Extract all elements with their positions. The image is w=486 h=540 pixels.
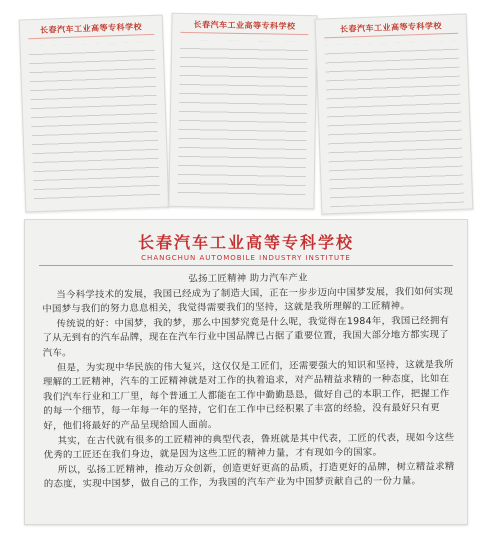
essay-paragraph: 传统说的好：中国梦，我的梦，那么中国梦究竟是什么呢，我觉得在1984年，我国已经拥有了从无到有的汽车品牌，现在在汽车行业中国品牌已占据了重要位置，我国大部分地方都实现了汽车。 — [42, 315, 450, 359]
handwritten-text-lines — [325, 41, 465, 208]
essay-photo-thumbnail-2 — [168, 13, 317, 210]
essay-photo-thumbnail-3 — [315, 13, 474, 214]
essay-paragraph: 所以，弘扬工匠精神，推动万众创新，创造更好更高的品质，打造更好的品牌，树立精益求精的态度，实现中国梦，做自己的工作，为我国的汽车产业为中国梦贡献自己的一份力量。 — [43, 460, 455, 491]
handwritten-essay — [42, 270, 456, 492]
essay-paragraph: 但是，为实现中华民族的伟大复兴，这仅仅是工匠们，还需要强大的知识和坚持，这就是我所理解的工匠精神，汽车的工匠精神就是对工作的执着追求，对产品精益求精的一种态度，比如在我们汽车行业和工厂里，每个普通工人都能在工作中勤勤恳恳，做好自己的本职工作，把握工作的每一个细节，每一年每一年的坚持，它们在工作中已经积累了丰富的经验，没有最好只有更好，他们将最好的产品呈现给国人面前。 — [42, 358, 454, 432]
essay-paragraph: 当今科学技术的发展，我国已经成为了制造大国，正在一步步迈向中国梦发展，我们如何实现中国梦与我们的努力息息相关，我觉得需要我们的坚持，这就是我所理解的工匠精神。 — [42, 285, 454, 315]
thumbnail-school-header: 长春汽车工业高等专科学校 — [193, 19, 296, 31]
handwritten-text-lines — [29, 42, 160, 205]
essay-title: 弘扬工匠精神 助力汽车产业 — [188, 272, 308, 285]
handwritten-text-lines — [177, 40, 308, 202]
essay-photo-thumbnail-1 — [19, 15, 170, 213]
thumbnail-school-header: 长春汽车工业高等专科学校 — [339, 20, 443, 34]
essay-paragraph: 其实，在古代就有很多的工匠精神的典型代表，鲁班就是其中代表，工匠的代表，现如今这些优秀的工匠还在我们身边，就是因为这些工匠的精神力量，才有现如今的国家。 — [43, 431, 455, 461]
thumbnail-school-header: 长春汽车工业高等专科学校 — [39, 21, 143, 35]
school-name-cn: 长春汽车工业高等专科学校 — [137, 233, 354, 252]
essay-photo-main — [24, 219, 468, 525]
school-letterhead — [25, 220, 467, 262]
thumbnail-header-rule — [180, 32, 308, 35]
letterhead-rule — [39, 265, 453, 266]
school-name-en: CHANGCHUN AUTOMOBILE INDUSTRY INSTITUTE — [141, 254, 351, 262]
